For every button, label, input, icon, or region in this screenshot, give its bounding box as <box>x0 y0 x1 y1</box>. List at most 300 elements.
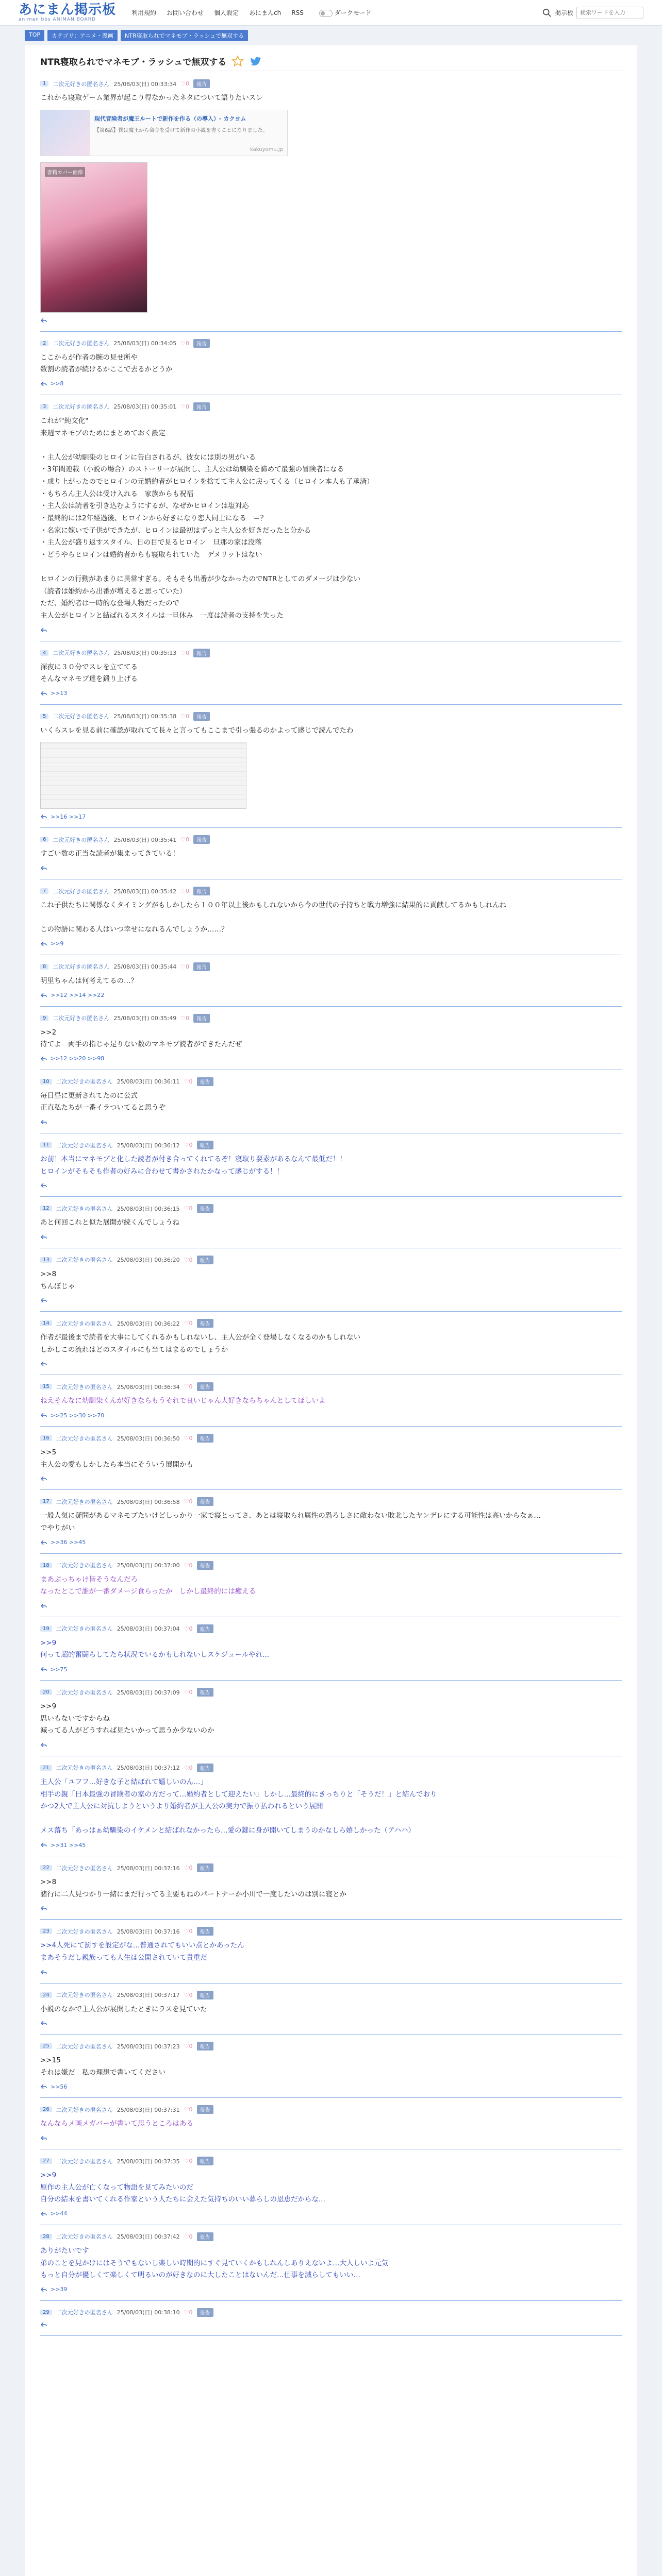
nav-settings[interactable]: 個人設定 <box>214 9 239 16</box>
post-meta <box>40 2042 622 2050</box>
post-date: 25/08/03(日) 00:36:50 <box>117 1435 180 1442</box>
like-button[interactable]: ♡0 <box>184 2043 193 2050</box>
post <box>40 1197 622 1248</box>
reply-links[interactable]: >>16 >>17 <box>51 813 86 820</box>
post-replies <box>40 317 622 324</box>
post-body: これから寝取ゲーム業界が起こり得なかったネタについて語りたいスレ <box>40 94 263 102</box>
post-number[interactable]: 26 <box>40 2107 52 2112</box>
like-count: 0 <box>189 1205 193 1212</box>
reply-icon[interactable] <box>40 2286 47 2293</box>
post-meta <box>40 1688 622 1697</box>
post-meta <box>40 1764 622 1772</box>
reply-icon[interactable] <box>40 1412 47 1419</box>
like-count: 0 <box>189 2158 193 2164</box>
post-replies <box>40 1118 622 1126</box>
reply-icon[interactable] <box>40 1360 47 1367</box>
post-body: >>2 待てよ 両手の指じゃ足りない数のマネモブ読者ができたんだぜ <box>40 1028 242 1049</box>
like-button[interactable]: ♡0 <box>184 1625 193 1632</box>
report-button[interactable]: 報告 <box>197 2157 213 2165</box>
post-replies <box>40 690 622 697</box>
post-number[interactable]: 27 <box>40 2158 52 2164</box>
post-number[interactable]: 8 <box>40 964 48 970</box>
reply-links[interactable]: >>25 >>30 >>70 <box>51 1412 105 1419</box>
post-number[interactable]: 25 <box>40 2043 52 2049</box>
like-button[interactable]: ♡0 <box>184 1435 193 1442</box>
post-number[interactable]: 3 <box>40 404 48 410</box>
like-button[interactable]: ♡0 <box>184 1865 193 1871</box>
like-count: 0 <box>189 1928 193 1935</box>
like-count: 0 <box>189 1435 193 1442</box>
post-meta <box>40 1927 622 1936</box>
post-body: 小説のなかで主人公が展開したときにラスを見ていた <box>40 2005 207 2013</box>
report-button[interactable]: 報告 <box>197 1624 213 1633</box>
poster-name: 二次元好きの匿名さん <box>56 1992 113 1998</box>
like-count: 0 <box>186 713 190 720</box>
poster-name: 二次元好きの匿名さん <box>56 1498 113 1505</box>
like-button[interactable]: ♡0 <box>180 713 190 720</box>
post-meta <box>40 1863 622 1872</box>
post-date: 25/08/03(日) 00:38:10 <box>117 2309 180 2316</box>
post-body: 作者が最後まで読者を大事にしてくれるかもしれないし、主人公が全く登場しなくなるのかもしれない しかしこの流れはどのスタイルにも当てはまるのでしょうか <box>40 1333 360 1354</box>
post-replies <box>40 1412 622 1419</box>
post <box>40 879 622 955</box>
search-area <box>542 7 643 19</box>
post-body: >>4人死にて罰すを設定がな…普通されてもいい点とかあったん まあそうだし親族っても人生は公開されていて貴重だ <box>40 1941 244 1962</box>
logo-subtext: animan bbs ANIMAN BOARD <box>19 17 96 22</box>
reply-icon[interactable] <box>40 2083 47 2090</box>
poster-name: 二次元好きの匿名さん <box>56 1562 113 1569</box>
post-replies <box>40 1233 622 1241</box>
post <box>40 1070 622 1133</box>
post <box>40 955 622 1007</box>
toggle-switch-icon <box>319 10 333 17</box>
poster-name: 二次元好きの匿名さん <box>53 403 110 411</box>
poster-name: 二次元好きの匿名さん <box>56 2233 113 2241</box>
post-meta <box>40 712 622 721</box>
poster-name: 二次元好きの匿名さん <box>56 1257 113 1264</box>
breadcrumb-top[interactable]: TOP <box>25 30 44 41</box>
dark-mode-toggle[interactable] <box>314 8 371 17</box>
post-date: 25/08/03(日) 00:37:17 <box>117 1992 180 1998</box>
report-button[interactable]: 報告 <box>197 1991 213 1999</box>
top-nav <box>131 8 371 17</box>
nav-animanch[interactable]: あにまんch <box>249 9 282 16</box>
like-button[interactable]: ♡0 <box>184 1205 193 1212</box>
post-date: 25/08/03(日) 00:37:16 <box>117 1928 180 1935</box>
like-button[interactable]: ♡0 <box>184 1991 193 1998</box>
reply-links[interactable]: >>36 >>45 <box>51 1539 86 1546</box>
post-replies <box>40 380 622 387</box>
post <box>40 705 622 828</box>
reply-icon[interactable] <box>40 1055 47 1062</box>
poster-name: 二次元好きの匿名さん <box>56 1078 113 1086</box>
post-meta <box>40 2157 622 2165</box>
nav-contact[interactable]: お問い合わせ <box>167 9 204 16</box>
reply-links[interactable]: >>8 <box>51 380 64 387</box>
reply-icon[interactable] <box>40 1905 47 1912</box>
nav-terms[interactable]: 利用規約 <box>131 9 157 16</box>
post-body: >>8 ちんぽじゃ <box>40 1269 75 1291</box>
post-date: 25/08/03(日) 00:33:34 <box>113 80 177 88</box>
post-number[interactable]: 2 <box>40 341 48 346</box>
post <box>40 1984 622 2035</box>
report-button[interactable]: 報告 <box>193 402 210 411</box>
post-number[interactable]: 23 <box>40 1928 52 1934</box>
like-button[interactable]: ♡0 <box>180 649 190 656</box>
post <box>40 395 622 641</box>
report-button[interactable]: 報告 <box>193 887 210 895</box>
post-meta <box>40 1014 622 1023</box>
post-date: 25/08/03(日) 00:37:09 <box>117 1689 180 1696</box>
post-date: 25/08/03(日) 00:35:13 <box>113 650 177 656</box>
report-button[interactable]: 報告 <box>197 2308 213 2317</box>
breadcrumb <box>0 26 662 45</box>
post-body: 主人公「ユフフ…好きな子と結ばれて嬉しいのん…」 相手の親「日本最強の冒険者の家の方だって…婚約者として迎えたい」しかし…最終的にきっちりと「そうだ！」と結んでおり かつ2人で主人公に対抗しようというより婚約者が主人公の実力で振り払われるという展開 メス落ち「あっはぁ幼馴染のイケメンと結ばれなかったら…愛の鍵に身が開いてしまうのかなしら嬉しかった（アハハ） <box>40 1777 437 1835</box>
like-button[interactable]: ♡0 <box>184 2309 193 2316</box>
reply-icon[interactable] <box>40 690 47 697</box>
like-button[interactable]: ♡0 <box>184 1256 193 1263</box>
reply-icon[interactable] <box>40 1297 47 1304</box>
like-button[interactable]: ♡0 <box>180 1014 190 1022</box>
report-button[interactable]: 報告 <box>193 79 210 88</box>
like-count: 0 <box>186 836 190 843</box>
link-card-description: 【第6話】僕は魔王から命令を受けて新作の小説を書くことになりました。 <box>94 127 268 133</box>
post-date: 25/08/03(日) 00:36:20 <box>117 1257 180 1264</box>
poster-name: 二次元好きの匿名さん <box>56 2043 113 2050</box>
like-count: 0 <box>189 1562 193 1569</box>
poster-name: 二次元好きの匿名さん <box>56 1865 113 1872</box>
like-count: 0 <box>189 1865 193 1871</box>
post-meta <box>40 835 622 844</box>
book-cover-image[interactable] <box>40 162 147 313</box>
reply-links[interactable]: >>39 <box>51 2286 68 2293</box>
like-count: 0 <box>186 1014 190 1022</box>
post-number[interactable]: 17 <box>40 1499 52 1504</box>
post <box>40 1133 622 1197</box>
post-meta <box>40 1624 622 1633</box>
like-count: 0 <box>186 80 190 87</box>
like-button[interactable]: ♡0 <box>184 1142 193 1148</box>
post <box>40 1681 622 1756</box>
post-replies <box>40 1741 622 1749</box>
post-date: 25/08/03(日) 00:37:12 <box>117 1765 180 1772</box>
like-button[interactable]: ♡0 <box>184 1928 193 1935</box>
post-meta <box>40 1204 622 1213</box>
post-number[interactable]: 13 <box>40 1257 52 1263</box>
report-button[interactable]: 報告 <box>197 1434 213 1443</box>
post-replies <box>40 2321 622 2328</box>
post-body: >>9 原作の主人公が亡くなって物語を見てみたいのだ 自分の結末を書いてくれる作家という人たちに会えた気持ちのいい暮らしの恩恵だからな... <box>40 2171 325 2204</box>
post <box>40 2301 622 2336</box>
post <box>40 1920 622 1983</box>
post-number[interactable]: 11 <box>40 1142 52 1148</box>
post-number[interactable]: 16 <box>40 1435 52 1441</box>
post <box>40 1248 622 1312</box>
report-button[interactable]: 報告 <box>193 649 210 657</box>
link-card[interactable] <box>40 110 288 156</box>
post-body: これ子供たちに関係なくタイミングがもしかしたら１００年以上後かもしれないから今の世代の子持ちと戦力増強に結果的に貢献してるかもしれんね この物語に関わる人はいつ幸せになれるんでしょうか……？ <box>40 901 506 934</box>
post <box>40 1617 622 1681</box>
post-date: 25/08/03(日) 00:35:49 <box>113 1015 177 1022</box>
poster-name: 二次元好きの匿名さん <box>53 1015 110 1022</box>
like-count: 0 <box>186 403 190 410</box>
post-number[interactable]: 12 <box>40 1206 52 1211</box>
poster-name: 二次元好きの匿名さん <box>56 1142 113 1149</box>
report-button[interactable]: 報告 <box>197 1319 213 1328</box>
post-meta <box>40 2232 622 2241</box>
reply-links[interactable]: >>31 >>45 <box>51 1841 86 1849</box>
report-button[interactable]: 報告 <box>193 835 210 844</box>
like-button[interactable]: ♡0 <box>180 963 190 970</box>
post-number[interactable]: 14 <box>40 1320 52 1326</box>
link-card-body <box>90 110 287 156</box>
like-button[interactable]: ♡0 <box>184 1498 193 1505</box>
post-body: >>9 何って超的奮闘らしてたら状況でいるかもしれないしスケジュールやれ... <box>40 1638 270 1659</box>
report-button[interactable]: 報告 <box>197 2232 213 2241</box>
reply-icon[interactable] <box>40 1666 47 1673</box>
reply-links[interactable]: >>9 <box>51 940 64 947</box>
like-count: 0 <box>186 649 190 656</box>
like-button[interactable]: ♡0 <box>184 2233 193 2240</box>
report-button[interactable]: 報告 <box>197 1688 213 1697</box>
reply-links[interactable]: >>44 <box>51 2210 68 2217</box>
like-count: 0 <box>189 1078 193 1085</box>
post-replies <box>40 1297 622 1304</box>
reply-icon[interactable] <box>40 380 47 387</box>
post-replies <box>40 1360 622 1367</box>
report-button[interactable]: 報告 <box>197 1141 213 1149</box>
breadcrumb-category[interactable]: カテゴリ：アニメ・漫画 <box>47 30 118 41</box>
post-date: 25/08/03(日) 00:35:42 <box>113 888 177 895</box>
reply-icon[interactable] <box>40 317 47 324</box>
like-button[interactable]: ♡0 <box>180 836 190 843</box>
reply-links[interactable]: >>12 >>20 >>98 <box>51 1055 105 1062</box>
report-button[interactable]: 報告 <box>197 1561 213 1570</box>
post-meta <box>40 79 622 88</box>
like-count: 0 <box>189 1689 193 1696</box>
post-replies <box>40 1602 622 1609</box>
like-button[interactable]: ♡0 <box>184 1078 193 1085</box>
post <box>40 1856 622 1920</box>
post-replies <box>40 626 622 634</box>
like-button[interactable]: ♡0 <box>184 1562 193 1569</box>
logo-text: あにまん掲示板 <box>19 2 117 18</box>
poster-name: 二次元好きの匿名さん <box>56 2309 113 2316</box>
post <box>40 2035 622 2098</box>
search-icon[interactable] <box>542 8 552 18</box>
reply-icon[interactable] <box>40 813 47 820</box>
like-button[interactable]: ♡0 <box>184 2158 193 2164</box>
twitter-share-icon[interactable] <box>249 55 261 67</box>
post-body: ここからが作者の腕の見せ所や 数割の読者が続けるかここで去るかどうか <box>40 353 173 374</box>
post <box>40 828 622 879</box>
post-replies <box>40 1666 622 1673</box>
post-number[interactable]: 24 <box>40 1992 52 1998</box>
poster-name: 二次元好きの匿名さん <box>56 1928 113 1935</box>
post-meta <box>40 1561 622 1570</box>
post-number[interactable]: 6 <box>40 837 48 842</box>
post-date: 25/08/03(日) 00:35:01 <box>113 403 177 411</box>
post-number[interactable]: 18 <box>40 1563 52 1568</box>
like-button[interactable]: ♡0 <box>180 80 190 87</box>
report-button[interactable]: 報告 <box>197 2042 213 2050</box>
like-button[interactable]: ♡0 <box>180 340 190 347</box>
post-replies <box>40 2083 622 2090</box>
poster-name: 二次元好きの匿名さん <box>56 1689 113 1696</box>
post-meta <box>40 1991 622 1999</box>
post-date: 25/08/03(日) 00:37:04 <box>117 1625 180 1633</box>
site-logo[interactable] <box>19 3 116 22</box>
attached-screenshot-image[interactable] <box>40 742 246 809</box>
post-number[interactable]: 15 <box>40 1384 52 1389</box>
reply-links[interactable]: >>75 <box>51 1666 68 1673</box>
like-button[interactable]: ♡0 <box>184 2106 193 2113</box>
reply-icon[interactable] <box>40 1475 47 1482</box>
post-replies <box>40 1905 622 1912</box>
poster-name: 二次元好きの匿名さん <box>56 1435 113 1442</box>
poster-name: 二次元好きの匿名さん <box>53 80 110 88</box>
reply-icon[interactable] <box>40 1741 47 1749</box>
post-number[interactable]: 7 <box>40 888 48 894</box>
poster-name: 二次元好きの匿名さん <box>53 963 110 971</box>
post-replies <box>40 2134 622 2142</box>
reply-icon[interactable] <box>40 626 47 634</box>
like-button[interactable]: ♡0 <box>180 888 190 894</box>
post-body: いくらスレを見る前に確認が取れてて長々と言ってもここまで引っ張るのかよって感じで読んでたわ <box>40 726 354 735</box>
poster-name: 二次元好きの匿名さん <box>56 1765 113 1772</box>
breadcrumb-thread[interactable]: NTR寝取られでマネモブ・ラッシュで無双する <box>121 30 248 41</box>
like-count: 0 <box>189 2233 193 2240</box>
reply-icon[interactable] <box>40 2134 47 2142</box>
post <box>40 1554 622 1617</box>
post-date: 25/08/03(日) 00:37:23 <box>117 2043 180 2050</box>
post-number[interactable]: 4 <box>40 650 48 656</box>
like-count: 0 <box>189 1142 193 1148</box>
post-number[interactable]: 10 <box>40 1079 52 1084</box>
post-replies <box>40 1475 622 1482</box>
reply-links[interactable]: >>13 <box>51 690 68 697</box>
report-button[interactable]: 報告 <box>197 1256 213 1264</box>
reply-icon[interactable] <box>40 992 47 999</box>
post-number[interactable]: 5 <box>40 714 48 719</box>
post-number[interactable]: 29 <box>40 2310 52 2315</box>
report-button[interactable]: 報告 <box>197 1863 213 1872</box>
reply-icon[interactable] <box>40 1841 47 1849</box>
report-button[interactable]: 報告 <box>197 1382 213 1391</box>
report-button[interactable]: 報告 <box>197 1927 213 1936</box>
like-button[interactable]: ♡0 <box>180 403 190 410</box>
reply-icon[interactable] <box>40 1233 47 1241</box>
favorite-star-icon[interactable] <box>231 55 244 67</box>
post <box>40 1007 622 1070</box>
report-button[interactable]: 報告 <box>197 1764 213 1772</box>
post-number[interactable]: 21 <box>40 1765 52 1771</box>
like-count: 0 <box>189 1320 193 1327</box>
report-button[interactable]: 報告 <box>193 1014 210 1023</box>
like-count: 0 <box>186 888 190 894</box>
post-date: 25/08/03(日) 00:35:44 <box>113 963 177 971</box>
like-count: 0 <box>189 1764 193 1771</box>
reply-links[interactable]: >>56 <box>51 2083 68 2090</box>
like-button[interactable]: ♡0 <box>184 1764 193 1771</box>
reply-icon[interactable] <box>40 2321 47 2328</box>
link-card-title: 現代冒険者が魔王ルートで新作を作る（の導入）- カクヨム <box>94 115 246 122</box>
post-number[interactable]: 9 <box>40 1015 48 1021</box>
reply-icon[interactable] <box>40 1969 47 1976</box>
post-replies <box>40 992 622 999</box>
poster-name: 二次元好きの匿名さん <box>53 713 110 720</box>
like-button[interactable]: ♡0 <box>184 1689 193 1696</box>
reply-icon[interactable] <box>40 1182 47 1189</box>
post-meta <box>40 1077 622 1086</box>
reply-icon[interactable] <box>40 940 47 947</box>
post-body: なんならメ画メガバーが書いて思うところはある <box>40 2120 193 2128</box>
like-button[interactable]: ♡0 <box>184 1383 193 1391</box>
post-replies <box>40 1182 622 1189</box>
reply-icon[interactable] <box>40 1539 47 1546</box>
reply-icon[interactable] <box>40 1118 47 1126</box>
post-number[interactable]: 1 <box>40 81 48 87</box>
post <box>40 2098 622 2149</box>
nav-rss[interactable]: RSS <box>291 9 304 16</box>
like-button[interactable]: ♡0 <box>184 1320 193 1327</box>
post-meta <box>40 339 622 348</box>
reply-icon[interactable] <box>40 2210 47 2217</box>
post-date: 25/08/03(日) 00:35:38 <box>113 713 177 720</box>
link-card-host: kakuyomu.jp <box>250 146 283 152</box>
post-date: 25/08/03(日) 00:34:05 <box>113 340 177 347</box>
post-body: ありがたいです 弟のことを見かけにはそうでもないし楽しい時期的にすぐ見ていくかもしれんしありえないよ…大人しいよ元気 もっと自分が優しくて楽しくて明るいのが好きなのに大したことはないんだ…仕事を減らしてもいい… <box>40 2246 388 2280</box>
reply-icon[interactable] <box>40 865 47 872</box>
report-button[interactable]: 報告 <box>193 712 210 721</box>
post-number[interactable]: 22 <box>40 1865 52 1871</box>
reply-icon[interactable] <box>40 2020 47 2027</box>
post-date: 25/08/03(日) 00:36:15 <box>117 1205 180 1212</box>
post-body: あと何回これと似た展開が続くんでしょうね <box>40 1218 179 1227</box>
post-body: まあぶっちゃけ皆そうなんだろ なったとこで誰が一番ダメージ食らったか しかし最終的には癒える <box>40 1575 256 1596</box>
report-button[interactable]: 報告 <box>197 1204 213 1213</box>
post-meta <box>40 887 622 895</box>
cover-label: 書籍カバー画像 <box>45 167 85 177</box>
post-meta <box>40 2308 622 2317</box>
search-scope-button[interactable]: 掲示板 <box>554 9 573 16</box>
search-input[interactable] <box>576 7 643 19</box>
post-replies <box>40 2210 622 2217</box>
report-button[interactable]: 報告 <box>193 962 210 971</box>
poster-name: 二次元好きの匿名さん <box>53 340 110 347</box>
poster-name: 二次元好きの匿名さん <box>53 836 110 843</box>
report-button[interactable]: 報告 <box>197 1497 213 1506</box>
post-replies <box>40 2286 622 2293</box>
post <box>40 2149 622 2225</box>
like-count: 0 <box>186 963 190 970</box>
post-number[interactable]: 28 <box>40 2234 52 2240</box>
reply-icon[interactable] <box>40 1602 47 1609</box>
report-button[interactable]: 報告 <box>197 1077 213 1086</box>
poster-name: 二次元好きの匿名さん <box>53 650 110 656</box>
post-meta <box>40 1141 622 1149</box>
post <box>40 1312 622 1375</box>
post-number[interactable]: 20 <box>40 1689 52 1695</box>
post-replies <box>40 1969 622 1976</box>
like-count: 0 <box>189 1625 193 1632</box>
post-date: 25/08/03(日) 00:37:31 <box>117 2106 180 2113</box>
post-number[interactable]: 19 <box>40 1626 52 1632</box>
report-button[interactable]: 報告 <box>197 2105 213 2114</box>
poster-name: 二次元好きの匿名さん <box>56 1205 113 1212</box>
reply-links[interactable]: >>12 >>14 >>22 <box>51 992 105 998</box>
report-button[interactable]: 報告 <box>193 339 210 348</box>
